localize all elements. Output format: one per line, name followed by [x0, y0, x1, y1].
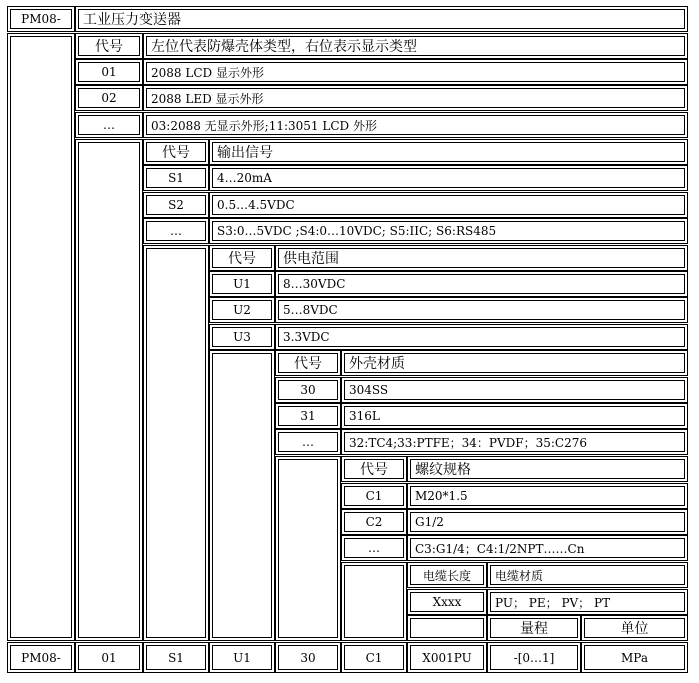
display-row-desc: 03:2088 无显示外形;11:3051 LCD 外形 [146, 115, 685, 135]
power-column-spacer [212, 353, 272, 638]
output-row-desc: S3:0…5VDC ;S4:0…10VDC; S5:IIC; S6:RS485 [212, 221, 685, 241]
thread-row-desc: C3:G1/4；C4:1/2NPT……Cn [410, 538, 685, 558]
example-cable: X001PU [410, 645, 484, 670]
example-housing: 30 [278, 645, 338, 670]
power-row-desc: 3.3VDC [278, 327, 685, 347]
housing-row-code: … [278, 432, 338, 452]
cable-length-value: Xxxx [410, 592, 484, 612]
power-row-code: U1 [212, 274, 272, 294]
output-header-desc: 输出信号 [212, 142, 685, 162]
power-row-desc: 5…8VDC [278, 300, 685, 320]
housing-row-desc: 32:TC4;33:PTFE；34：PVDF；35:C276 [344, 432, 685, 452]
thread-row-code: C2 [344, 512, 404, 532]
thread-column-spacer [344, 565, 404, 638]
example-power: U1 [212, 645, 272, 670]
example-output: S1 [146, 645, 206, 670]
model-column-spacer [10, 36, 72, 638]
output-row-code: S1 [146, 168, 206, 188]
housing-header-desc: 外壳材质 [344, 353, 685, 373]
unit-label: 单位 [584, 618, 685, 638]
output-row-code: S2 [146, 195, 206, 215]
example-thread: C1 [344, 645, 404, 670]
housing-row-desc: 316L [344, 406, 685, 426]
range-label: 量程 [490, 618, 578, 638]
thread-row-desc: G1/2 [410, 512, 685, 532]
example-model: PM08- [10, 645, 72, 670]
thread-header-desc: 螺纹规格 [410, 459, 685, 479]
cable-material-label: 电缆材质 [490, 565, 685, 585]
example-unit: MPa [584, 645, 685, 670]
power-header-code: 代号 [212, 248, 272, 268]
display-row-code: 01 [78, 62, 140, 82]
display-row-desc: 2088 LCD 显示外形 [146, 62, 685, 82]
housing-column-spacer [278, 459, 338, 638]
thread-row-code: … [344, 538, 404, 558]
output-row-desc: 0.5…4.5VDC [212, 195, 685, 215]
housing-row-desc: 304SS [344, 380, 685, 400]
display-row-code: 02 [78, 88, 140, 108]
thread-header-code: 代号 [344, 459, 404, 479]
output-column-spacer [146, 248, 206, 638]
cable-material-value: PU； PE； PV； PT [490, 592, 685, 612]
thread-row-desc: M20*1.5 [410, 486, 685, 506]
power-row-code: U3 [212, 327, 272, 347]
example-display: 01 [78, 645, 140, 670]
display-header-desc: 左位代表防爆壳体类型，右位表示显示类型 [146, 36, 685, 56]
thread-row-code: C1 [344, 486, 404, 506]
display-row-code: … [78, 115, 140, 135]
example-range: -[0…1] [490, 645, 578, 670]
product-title: 工业压力变送器 [78, 9, 685, 29]
power-header-desc: 供电范围 [278, 248, 685, 268]
cable-column-spacer [410, 618, 484, 638]
output-row-code: … [146, 221, 206, 241]
display-column-spacer [78, 142, 140, 638]
cable-length-label: 电缆长度 [410, 565, 484, 585]
housing-row-code: 31 [278, 406, 338, 426]
output-row-desc: 4…20mA [212, 168, 685, 188]
display-row-desc: 2088 LED 显示外形 [146, 88, 685, 108]
housing-row-code: 30 [278, 380, 338, 400]
housing-header-code: 代号 [278, 353, 338, 373]
power-row-code: U2 [212, 300, 272, 320]
display-header-code: 代号 [78, 36, 140, 56]
output-header-code: 代号 [146, 142, 206, 162]
model-code: PM08- [10, 9, 72, 29]
power-row-desc: 8…30VDC [278, 274, 685, 294]
